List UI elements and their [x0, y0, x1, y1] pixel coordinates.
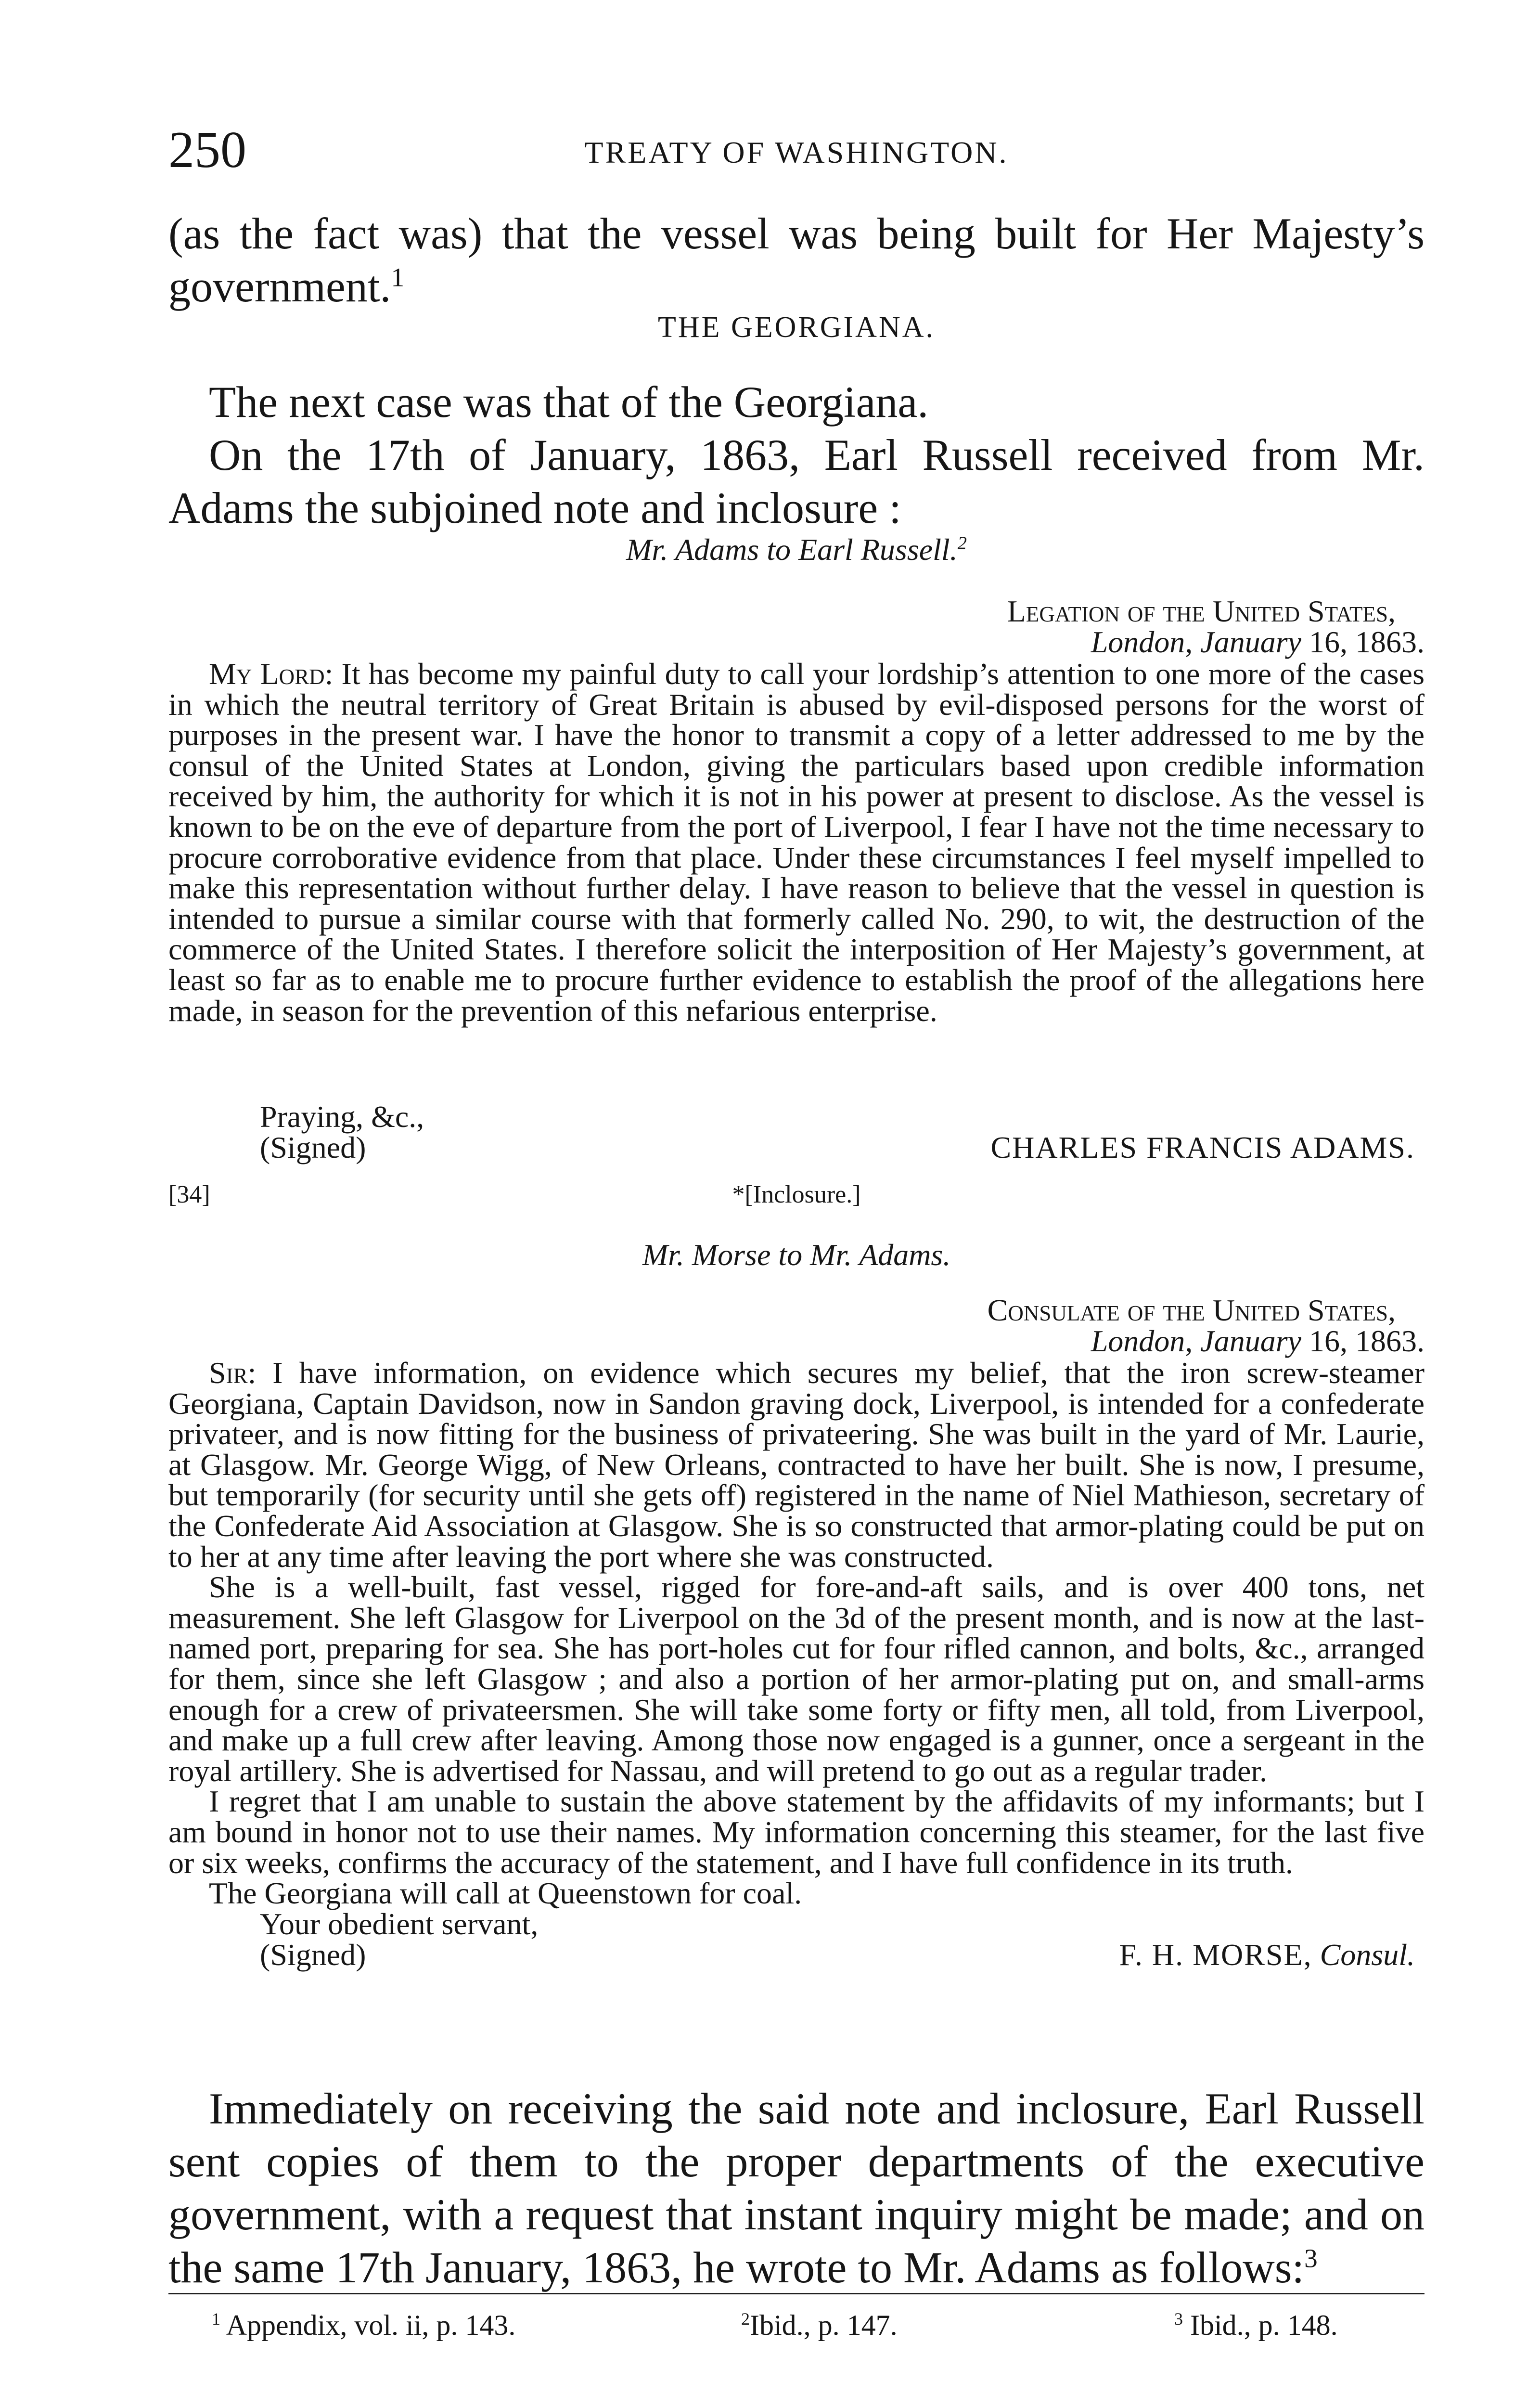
letter1-date-place: London, — [1091, 624, 1193, 659]
letter1-dateline — [168, 596, 1424, 657]
letter1-signature-row — [168, 1132, 1424, 1163]
inclosure-heading-block — [168, 1237, 1424, 1273]
inclosure-closing: Your obedient servant, — [260, 1906, 539, 1941]
inclosure-signatory-line — [1119, 1937, 1415, 1972]
footnote-1 — [212, 2308, 515, 2342]
intro-paragraph-2: On the 17th of January, 1863, Earl Russell received from Mr. Adams the subjoined note and inclosure : — [168, 430, 1424, 532]
footnote-ref-2: 2 — [957, 533, 967, 554]
inclosure-closing-row — [168, 1906, 1424, 1941]
closing-block — [168, 2082, 1424, 2294]
inclosure-paragraph-1-text: : I have information, on evidence which secures my belief, that the iron screw-steamer Georgiana, Captain Davidson, now in Sandon graving dock, Liverpool, is intended for a confederate privateer, and is now fitting for the business of privateering. She was built in the yard of Mr. Laurie, at Glasgow. Mr. George Wigg, of New Orleans, contracted to have her built. She is now, I presume, but temporarily (for security until she gets off) registered in the name of Niel Mathieson, secretary of the Confederate Aid Association at Glasgow. She is so constructed that armor-plating could be put on to her at any time after leaving the port where she was constructed. — [168, 1356, 1424, 1574]
intro-paragraph-1: The next case was that of the Georgiana. — [209, 377, 929, 427]
letter1-heading-text: Mr. Adams to Earl Russell. — [626, 532, 958, 567]
inclosure-heading: Mr. Morse to Mr. Adams. — [642, 1238, 951, 1272]
footnote-2-text: Ibid., p. 147. — [750, 2309, 898, 2341]
footnote-ref-1: 1 — [391, 262, 405, 292]
inclosure-date — [168, 1323, 1424, 1358]
letter1-heading — [168, 532, 1424, 568]
letter1-closing-row — [168, 1101, 1424, 1132]
footnote-3 — [1174, 2308, 1338, 2342]
running-title: TREATY OF WASHINGTON. — [584, 135, 1009, 169]
footnote-3-text: Ibid., p. 148. — [1190, 2309, 1338, 2341]
letter1-salutation: My Lord — [209, 657, 325, 691]
section-heading-block — [168, 311, 1424, 345]
footnote-divider — [168, 2293, 1424, 2294]
letter1-date-rest: 16, 1863. — [1309, 624, 1424, 659]
letter1-body — [168, 659, 1424, 1026]
letter1-place — [168, 596, 1424, 627]
inclosure-paragraph-2: She is a well-built, fast vessel, rigged for fore-and-aft sails, and is over 400 tons, net measurement. She left Glasgow for Liverpool on the 3d of the present month, and is now at the last-named port, preparing for sea. She has port-holes cut for four rifled cannon, and bolts, &c., arranged for them, since she left Glasgow ; and also a portion of her armor-plating put on, and small-arms enough for a crew of privateersmen. She will take some forty or fifty men, all told, from Liverpool, and make up a full crew after leaving. Among those now engaged is a gunner, once a sergeant in the royal artillery. She is advertised for Nassau, and will pretend to go out as a regular trader. — [168, 1570, 1424, 1788]
inclosure-paragraph-4: The Georgiana will call at Queenstown for coal. — [209, 1876, 802, 1911]
letter1-body-block — [168, 659, 1424, 1026]
section-intro — [168, 375, 1424, 534]
letter1-closing-block — [168, 1101, 1424, 1163]
inclosure-paragraph-1 — [168, 1358, 1424, 1572]
letter1-body-text: : It has become my painful duty to call your lordship’s attention to one more of the cases in which the neutral territory of Great Britain is abused by evil-disposed persons for the worst of purposes in the present war. I have the honor to transmit a copy of a letter addressed to me by the consul of the United States at London, giving the particulars based upon credible information received by him, the authority for which it is not in his power at present to disclose. As the vessel is known to be on the eve of departure from the port of Liverpool, I fear I have not the time necessary to procure corroborative evidence from that place. Under these circumstances I feel myself impelled to make this representation without further delay. I have reason to believe that the vessel in question is intended to pursue a similar course with that formerly called No. 290, to wit, the destruction of the commerce of the United States. I therefore solicit the interposition of Her Majesty’s government, at least so far as to enable me to procure further evidence to establish the proof of the allegations here made, in season for the prevention of this nefarious enterprise. — [168, 657, 1424, 1028]
inclosure-signature-row — [168, 1937, 1424, 1972]
inclosure-date-rest: 16, 1863. — [1309, 1323, 1424, 1358]
inclosure-marker-block — [168, 1179, 1424, 1210]
inclosure-dateline — [168, 1295, 1424, 1356]
footnote-2 — [741, 2308, 898, 2342]
footnote-1-mark: 1 — [212, 2309, 220, 2329]
original-page-marker: [34] — [168, 1181, 210, 1208]
letter1-signatory: CHARLES FRANCIS ADAMS. — [990, 1130, 1415, 1165]
carryover-paragraph — [168, 207, 1424, 313]
inclosure-date-month: January — [1200, 1323, 1301, 1358]
footnote-ref-3: 3 — [1304, 2243, 1318, 2273]
inclosure-salutation: Sir — [209, 1356, 248, 1390]
letter1-closing: Praying, &c., — [260, 1100, 424, 1134]
closing-paragraph-text: Immediately on receiving the said note and inclosure, Earl Russell sent copies of them to the proper departments of the executive government, with a request that instant inquiry might be made; and on the same 17th January, 1863, he wrote to Mr. Adams as follows: — [168, 2084, 1424, 2292]
footnote-2-mark: 2 — [741, 2309, 750, 2329]
carryover-text: (as the fact was) that the vessel was being built for Her Majesty’s government. — [168, 209, 1424, 311]
letter1-place-text: Legation of the United States, — [1007, 594, 1396, 628]
inclosure-paragraph-3: I regret that I am unable to sustain the above statement by the affidavits of my informants; but I am bound in honor not to use their names. My information concerning this steamer, for the last five or six weeks, confirms the accuracy of the statement, and I have full confidence in its truth. — [168, 1784, 1424, 1880]
inclosure-label: *[Inclosure.] — [732, 1181, 861, 1208]
inclosure-place — [168, 1295, 1424, 1326]
section-title: THE GEORGIANA. — [657, 311, 936, 344]
inclosure-signed: (Signed) — [260, 1937, 366, 1972]
running-head — [168, 120, 1424, 183]
footnotes — [168, 2308, 1424, 2347]
inclosure-marker-row — [168, 1179, 1424, 1210]
inclosure-place-text: Consulate of the United States, — [987, 1293, 1396, 1327]
carryover-block — [168, 207, 1424, 313]
footnote-1-text: Appendix, vol. ii, p. 143. — [226, 2309, 516, 2341]
inclosure-signatory: F. H. MORSE, — [1119, 1937, 1312, 1972]
inclosure-signatory-title: Consul. — [1320, 1937, 1415, 1972]
letter1-date — [168, 624, 1424, 659]
inclosure-body-block — [168, 1358, 1424, 1970]
letter1-date-month: January — [1200, 624, 1301, 659]
letter1-heading-block — [168, 532, 1424, 568]
closing-paragraph — [168, 2082, 1424, 2294]
inclosure-date-place: London, — [1091, 1323, 1193, 1358]
page-number: 250 — [168, 121, 246, 179]
letter1-signed: (Signed) — [260, 1130, 366, 1165]
footnote-3-mark: 3 — [1174, 2309, 1183, 2329]
